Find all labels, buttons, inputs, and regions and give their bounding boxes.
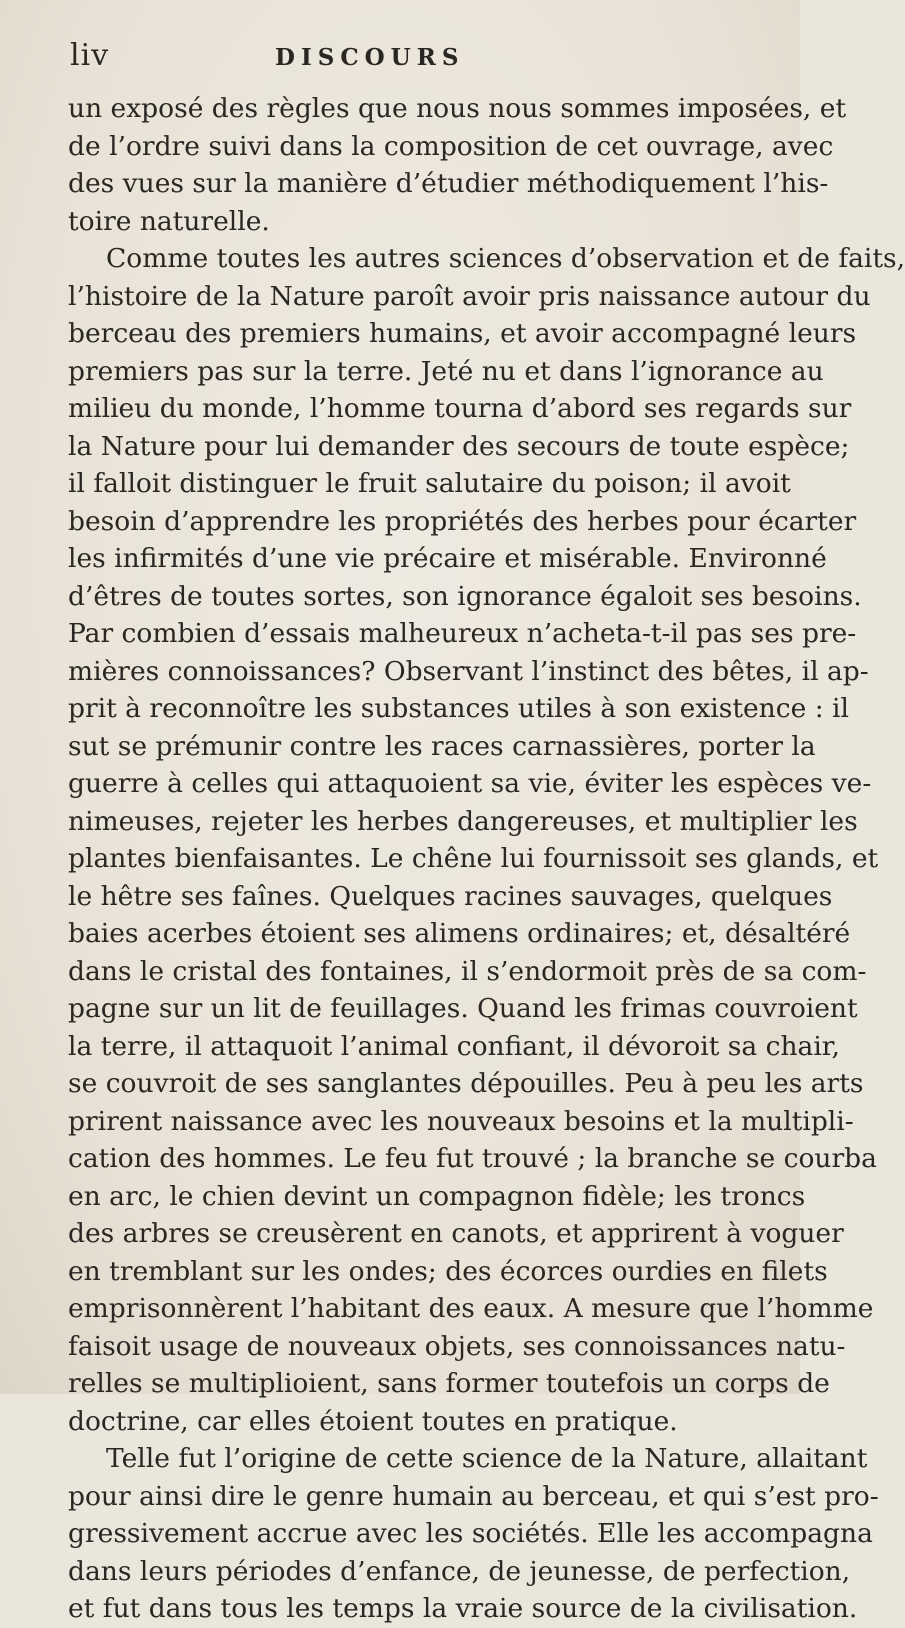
text-line: la Nature pour lui demander des secours de toute espèce; [68, 430, 850, 462]
text-line: dans leurs périodes d’enfance, de jeunesse, de perfection, [68, 1555, 851, 1587]
text-line: berceau des premiers humains, et avoir accompagné leurs [68, 318, 857, 349]
text-line: gressivement accrue avec les sociétés. Elle les accompagna [68, 1518, 873, 1549]
text-line: il falloit distinguer le fruit salutaire du poison; il avoit [68, 468, 791, 499]
text-line: faisoit usage de nouveaux objets, ses connoissances natu- [68, 1330, 846, 1362]
text-line: pour ainsi dire le genre humain au berceau, et qui s’est pro- [68, 1480, 879, 1512]
text-line: prit à reconnoître les substances utiles à son existence : il [68, 693, 849, 724]
text-line: des vues sur la manière d’étudier méthodiquement l’his- [68, 168, 829, 199]
page-number: liv [70, 38, 110, 73]
text-line: et fut dans tous les temps la vraie source de la civilisation. [68, 1593, 858, 1624]
text-line: Par combien d’essais malheureux n’acheta-t-il pas ses pre- [68, 618, 857, 649]
text-line: guerre à celles qui attaquoient sa vie, éviter les espèces ve- [68, 768, 872, 799]
text-line: le hêtre ses faînes. Quelques racines sauvages, quelques [68, 880, 833, 912]
text-line: doctrine, car elles étoient toutes en pratique. [68, 1405, 678, 1437]
text-line: nimeuses, rejeter les herbes dangereuses, et multiplier les [68, 805, 858, 837]
text-line: pagne sur un lit de feuillages. Quand les frimas couvroient [68, 993, 858, 1024]
text-line: plantes bienfaisantes. Le chêne lui fournissoit ses glands, et [68, 843, 879, 874]
text-line: de l’ordre suivi dans la composition de cet ouvrage, avec [68, 130, 834, 162]
text-line: en arc, le chien devint un compagnon fidèle; les troncs [68, 1180, 806, 1212]
body-text [68, 90, 905, 1628]
text-line: sut se prémunir contre les races carnassières, porter la [68, 730, 816, 762]
text-line: en tremblant sur les ondes; des écorces ourdies en filets [68, 1255, 828, 1287]
text-line: relles se multiplioient, sans former toutefois un corps de [68, 1368, 830, 1399]
text-line: premiers pas sur la terre. Jeté nu et dans l’ignorance au [68, 355, 824, 387]
text-line: les infirmités d’une vie précaire et misérable. Environné [68, 543, 827, 574]
text-line: la terre, il attaquoit l’animal confiant, il dévoroit sa chair, [68, 1030, 840, 1062]
text-line: besoin d’apprendre les propriétés des herbes pour écarter [68, 505, 857, 537]
text-line: d’êtres de toutes sortes, son ignorance égaloit ses besoins. [68, 580, 862, 612]
text-line: cation des hommes. Le feu fut trouvé ; la branche se courba [68, 1143, 877, 1174]
running-head: DISCOURS [275, 44, 465, 71]
text-line: emprisonnèrent l’habitant des eaux. A mesure que l’homme [68, 1293, 874, 1324]
text-line: un exposé des règles que nous nous sommes imposées, et [68, 93, 847, 124]
text-line: dans le cristal des fontaines, il s’endormoit près de sa com- [68, 955, 867, 987]
text-line: l’histoire de la Nature paroît avoir pris naissance autour du [68, 280, 871, 312]
text-line: Telle fut l’origine de cette science de la Nature, allaitant [106, 1443, 868, 1474]
text-line: des arbres se creusèrent en canots, et apprirent à voguer [68, 1218, 844, 1249]
text-line: Comme toutes les autres sciences d’observation et de faits, [106, 243, 905, 274]
page-header [70, 38, 750, 78]
text-line: mières connoissances? Observant l’instinct des bêtes, il ap- [68, 655, 869, 687]
text-line: milieu du monde, l’homme tourna d’abord ses regards sur [68, 393, 852, 424]
text-line: toire naturelle. [68, 205, 270, 237]
text-line: se couvroit de ses sanglantes dépouilles. Peu à peu les arts [68, 1068, 864, 1099]
text-line: prirent naissance avec les nouveaux besoins et la multipli- [68, 1105, 854, 1137]
text-line: baies acerbes étoient ses alimens ordinaires; et, désaltéré [68, 918, 851, 949]
